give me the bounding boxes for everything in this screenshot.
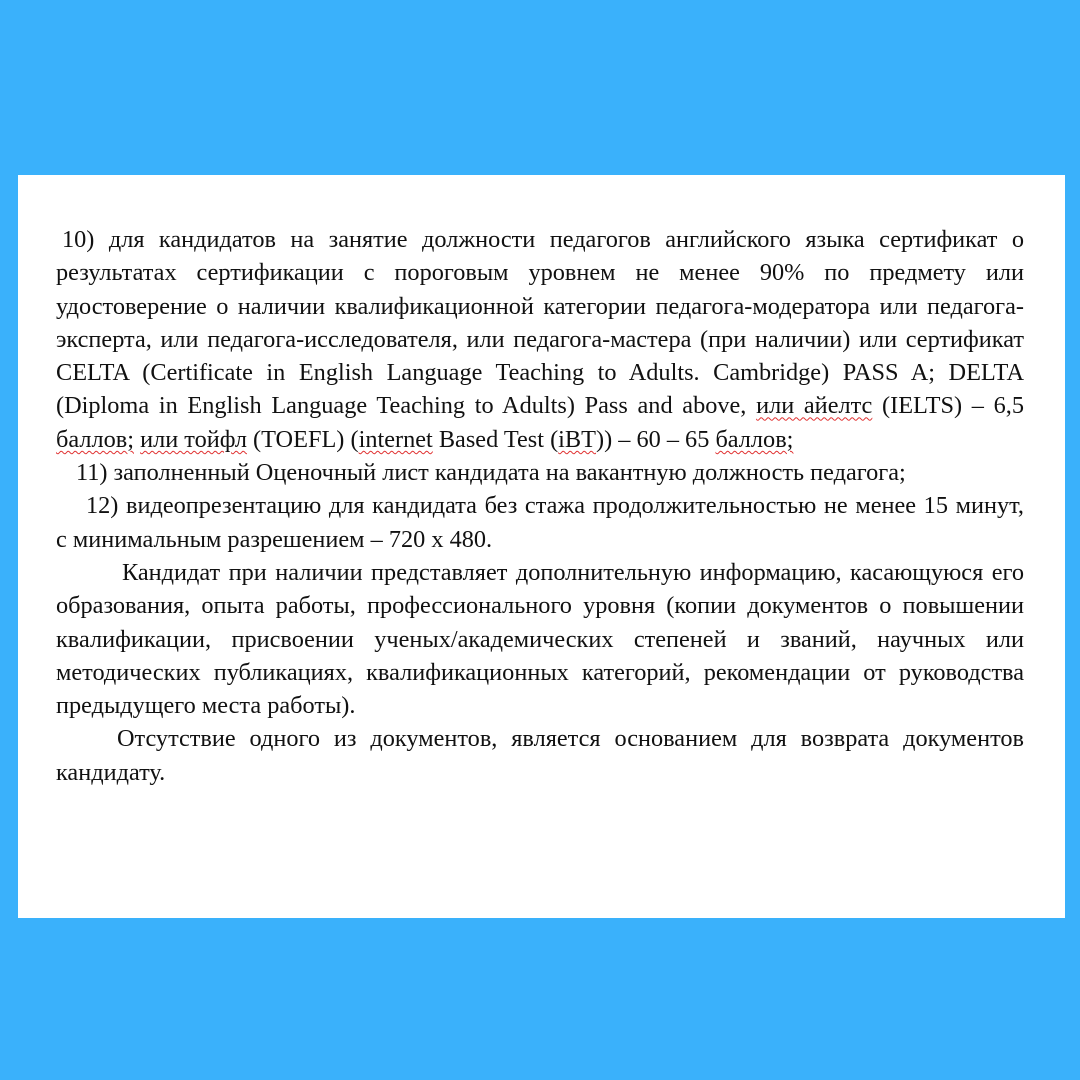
text-run: 10) для кандидатов на занятие должности педагогов английского языка сертификат о результатах сертификации с пороговым уровнем не менее 90% по предмету или удостоверение о наличии квалификационной категории педагога-модератора или педагога-эксперта, или педагога-исследователя, или педагога-мастера (при наличии) или сертификат CELTA (Certificate in English Language Teaching to Adults. Cambridge) PASS A; DELTA (Diploma in English Language Teaching to Adults) Pass and above, xyxy=(56,226,1024,420)
paragraph-item-11: 11) заполненный Оценочный лист кандидата на вакантную должность педагога; xyxy=(76,459,906,487)
text-run: )) – 60 – 65 xyxy=(595,425,716,453)
text-run: (IELTS) – 6,5 xyxy=(872,392,1024,420)
spellcheck-flagged-word[interactable]: или айелтс xyxy=(756,392,873,420)
paragraph-additional-info: Кандидат при наличии представляет дополнительную информацию, касающуюся его образования, опыта работы, профессионального уровня (копии документов о повышении квалификации, присвоении ученых/академических степеней и званий, научных или методических публикациях, квалификационных категорий, рекомендации от руководства предыдущего места работы). xyxy=(56,558,1024,720)
spellcheck-flagged-word[interactable]: баллов; xyxy=(56,425,134,453)
paragraph-missing-documents: Отсутствие одного из документов, является основанием для возврата документов кандидату. xyxy=(56,725,1024,786)
paragraph-item-10 xyxy=(56,223,1024,456)
spellcheck-flagged-word[interactable]: iBT xyxy=(558,425,596,453)
document-page xyxy=(18,175,1065,918)
text-run: (TOEFL) ( xyxy=(246,425,359,453)
paragraph-item-12: 12) видеопрезентацию для кандидата без стажа продолжительностью не менее 15 минут, с минимальным разрешением – 720 х 480. xyxy=(56,492,1024,553)
spellcheck-flagged-word[interactable]: или тойфл xyxy=(140,425,247,453)
spellcheck-flagged-word[interactable]: баллов; xyxy=(715,425,794,453)
text-run: Based Test ( xyxy=(432,425,559,453)
document-body xyxy=(56,223,1024,789)
spellcheck-flagged-word[interactable]: internet xyxy=(358,425,433,453)
